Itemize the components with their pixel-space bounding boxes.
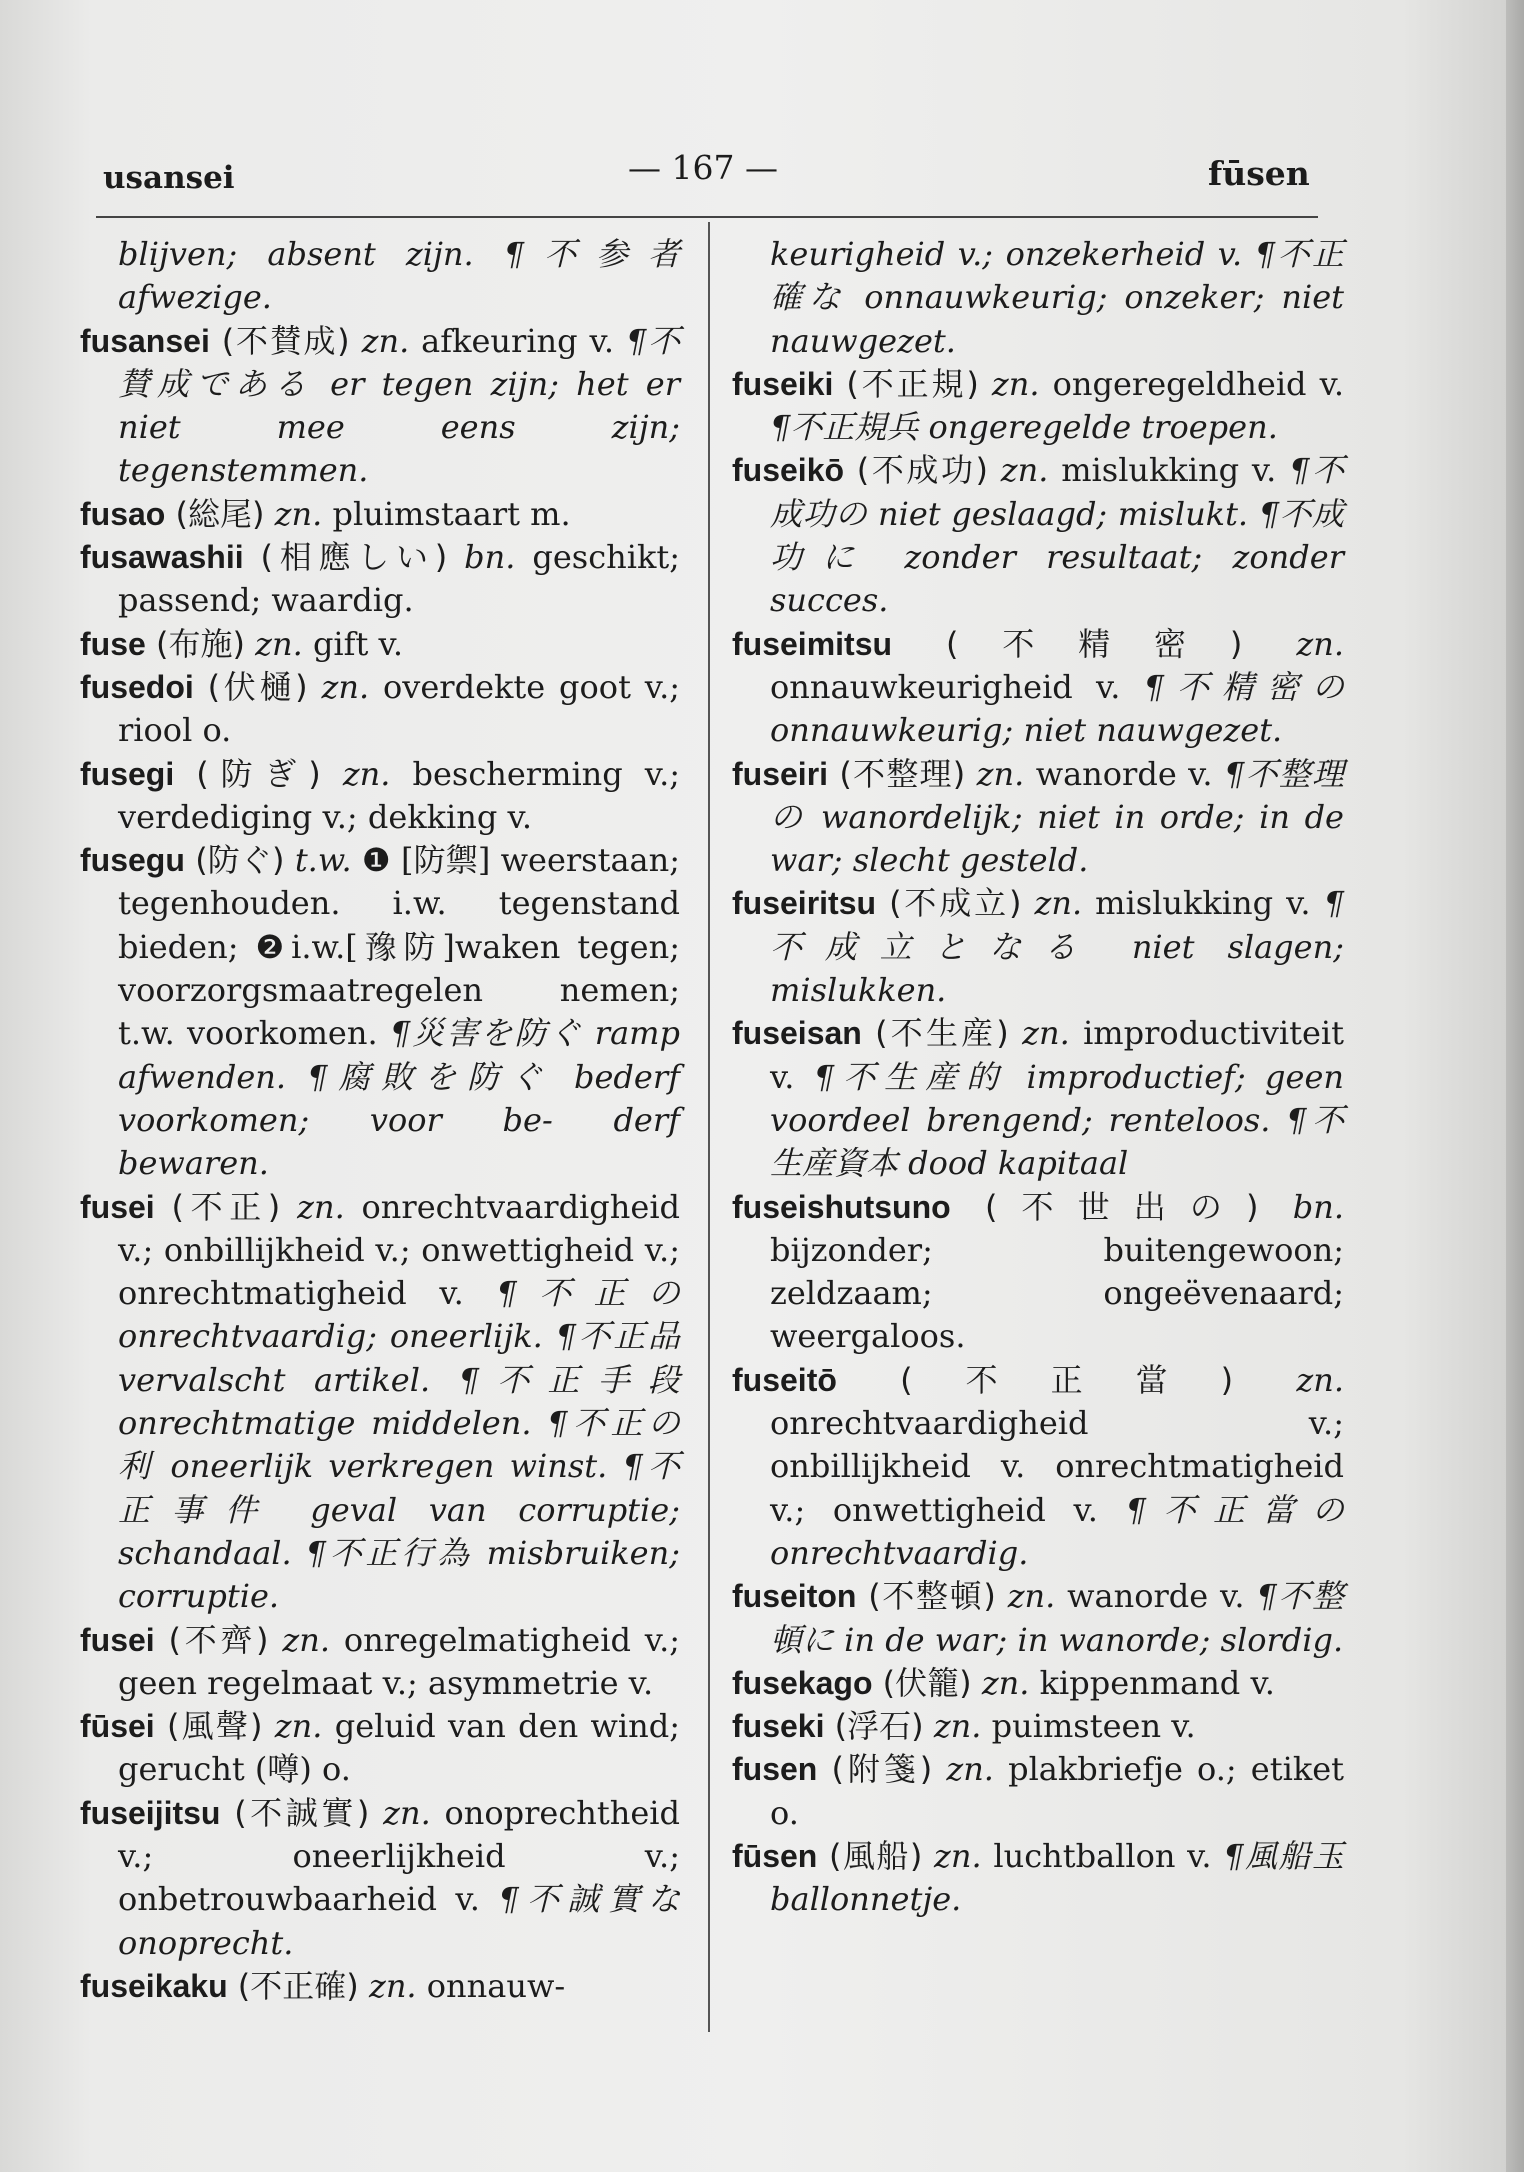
headword: fusansei (80, 322, 210, 359)
definition: ongeregeldheid v. (1052, 364, 1345, 403)
kanji-form: (総尾) (175, 494, 265, 533)
part-of-speech: bn. (1292, 1187, 1344, 1226)
dictionary-entry (80, 320, 680, 493)
header-right-guideword: fūsen (1208, 154, 1310, 193)
example-phrase: ¶不正當の onrechtvaardig. (770, 1490, 1345, 1572)
definition: wanorde v. (1067, 1577, 1245, 1616)
kanji-form: (防ぎ) (196, 754, 321, 793)
kanji-form: (不正當) (900, 1360, 1234, 1399)
example-phrase: ¶不正の onrechtvaardig; oneerlijk. ¶不正品 vervalscht artikel. ¶不正手段 onrechtmatige middelen. ¶不正の利 oneerlijk verkregen winst. ¶不正事件 geval van corruptie; schandaal. ¶不正行為 misbruiken; corruptie. (118, 1274, 681, 1616)
part-of-speech: zn. (981, 1663, 1030, 1702)
left-column (80, 233, 680, 2008)
headword: fuseisan (732, 1015, 862, 1052)
headword: fuseimitsu (732, 625, 893, 662)
part-of-speech: t.w. (294, 841, 352, 880)
entry-continuation: keurigheid v.; onzekerheid v. ¶不正確な onnauwkeurig; onzeker; niet nauwgezet. (770, 235, 1344, 360)
kanji-form: (防ぐ) (195, 841, 285, 880)
dictionary-entry (732, 882, 1344, 1012)
part-of-speech: zn. (1007, 1577, 1056, 1616)
kanji-form: (不成立) (889, 884, 1022, 923)
dictionary-entry (732, 1705, 1344, 1748)
dictionary-entry (80, 1792, 680, 1965)
headword: fuseishutsuno (732, 1188, 951, 1225)
headword: fusekago (732, 1664, 873, 1701)
headword: fuseiki (732, 365, 834, 402)
definition: kippenmand v. (1039, 1663, 1275, 1702)
page-edge (1506, 0, 1524, 2172)
part-of-speech: zn. (946, 1750, 994, 1789)
headword: fuse (80, 625, 146, 662)
dictionary-entry (80, 623, 680, 666)
dictionary-entry (80, 493, 680, 536)
kanji-form: (不整理) (839, 754, 966, 793)
definition: overdekte goot v.; riool o. (118, 667, 681, 750)
kanji-form: (不精密) (946, 624, 1243, 663)
part-of-speech: bn. (464, 538, 516, 577)
dictionary-entry (732, 1359, 1344, 1575)
part-of-speech: zn. (1296, 624, 1345, 663)
kanji-form: (不誠實) (234, 1793, 370, 1832)
dictionary-entry (732, 1835, 1344, 1922)
definition: ❶ [防禦] weerstaan; tegenhouden. i.w. tegenstand bieden; ❷i.w.[豫防]waken tegen; voorzorgsmaatregelen nemen; t.w. voorkomen. (118, 841, 681, 1053)
dictionary-entry (80, 839, 680, 1185)
headword: fusei (80, 1621, 155, 1658)
headword: fuseikaku (80, 1967, 228, 2004)
part-of-speech: zn. (1296, 1360, 1345, 1399)
headword: fuseijitsu (80, 1794, 221, 1831)
dictionary-entry (732, 363, 1344, 450)
dictionary-entry (732, 623, 1344, 753)
headword: fusedoi (80, 668, 194, 705)
kanji-form: (附箋) (831, 1750, 933, 1789)
example-phrase: ¶不精密の onnauwkeurig; niet nauwgezet. (770, 667, 1345, 750)
definition: mislukking v. (1095, 884, 1311, 923)
headword: fusawashii (80, 539, 244, 576)
headword: fusegu (80, 842, 185, 879)
header-rule (96, 216, 1318, 218)
definition: bescherming v.; verdediging v.; dekking v. (118, 754, 681, 836)
headword: fusao (80, 495, 166, 532)
example-phrase: ¶不整理の wanordelijk; niet in orde; in de war; slecht gesteld. (770, 754, 1344, 880)
part-of-speech: zn. (976, 754, 1025, 793)
part-of-speech: zn. (1000, 451, 1049, 490)
headword: fuseiritsu (732, 885, 877, 922)
kanji-form: (不正確) (237, 1966, 359, 2005)
dictionary-entry (732, 1748, 1344, 1835)
definition: onrechtvaardigheid v.; onbillijkheid v.; onwettigheid v.; onrechtmatigheid v. (118, 1187, 681, 1313)
kanji-form: (布施) (155, 624, 245, 663)
part-of-speech: zn. (274, 494, 323, 533)
headword: fusei (80, 1188, 155, 1225)
part-of-speech: zn. (383, 1793, 431, 1832)
part-of-speech: zn. (991, 364, 1040, 403)
dictionary-entry (732, 449, 1344, 622)
example-phrase: ¶災害を防ぐ ramp afwenden. ¶腐敗を防ぐ bederf voorkomen; voor be- derf bewaren. (118, 1014, 681, 1183)
kanji-form: (相應しい) (260, 538, 448, 577)
kanji-form: (不成功) (856, 451, 989, 490)
part-of-speech: zn. (342, 754, 391, 793)
definition: gift v. (312, 624, 403, 663)
kanji-form: (不世出の) (984, 1187, 1259, 1226)
definition: mislukking v. (1061, 451, 1277, 490)
definition: pluimstaart m. (332, 494, 571, 533)
example-phrase: ¶不賛成である er tegen zijn; het er niet mee eens zijn; tegenstemmen. (118, 321, 681, 490)
definition: onregelmatigheid v.; geen regelmaat v.; asymmetrie v. (118, 1620, 681, 1702)
example-phrase: ¶不成功の niet geslaagd; mislukt. ¶不成功に zonder resultaat; zonder succes. (770, 451, 1345, 620)
headword: fuseikō (732, 452, 845, 489)
kanji-form: (不整頓) (868, 1577, 996, 1616)
dictionary-entry (80, 1619, 680, 1706)
part-of-speech: zn. (282, 1620, 331, 1659)
kanji-form: (不賛成) (221, 321, 350, 360)
dictionary-entry (732, 1575, 1344, 1662)
dictionary-entry (732, 1012, 1344, 1185)
definition: wanorde v. (1035, 754, 1213, 793)
kanji-form: (不正) (171, 1187, 281, 1226)
example-phrase: ¶不成立となる niet slagen; mislukken. (770, 884, 1344, 1010)
definition: onnauwkeurigheid v. (770, 667, 1121, 706)
dictionary-entry (732, 1662, 1344, 1705)
headword: fuseki (732, 1708, 825, 1745)
header-left-guideword: usansei (103, 160, 235, 196)
part-of-speech: zn. (297, 1187, 345, 1226)
entry-continuation: blijven; absent zijn. ¶不参者 afwezige. (118, 235, 680, 317)
definition: onoprechtheid v.; oneerlijkheid v.; onbetrouwbaarheid v. (118, 1793, 681, 1919)
part-of-speech: zn. (933, 1707, 982, 1746)
dictionary-entry (80, 1186, 680, 1619)
kanji-form: (浮石) (834, 1707, 924, 1746)
dictionary-entry (80, 1705, 680, 1792)
kanji-form: (風聲) (167, 1707, 263, 1746)
page-number: — 167 — (628, 148, 778, 187)
part-of-speech: zn. (1034, 884, 1083, 923)
headword: fuseiri (732, 755, 829, 792)
kanji-form: (伏樋) (207, 667, 308, 706)
example-phrase: ¶不整頓に in de war; in wanorde; slordig. (770, 1577, 1344, 1659)
part-of-speech: zn. (255, 624, 303, 663)
kanji-form: (風船) (829, 1836, 923, 1875)
part-of-speech: zn. (1022, 1014, 1070, 1053)
headword: fuseitō (732, 1361, 837, 1398)
kanji-form: (不齊) (168, 1620, 269, 1659)
example-phrase: ¶風船玉 ballonnetje. (770, 1836, 1345, 1919)
part-of-speech: zn. (274, 1707, 323, 1746)
part-of-speech: zn. (361, 321, 410, 360)
definition: afkeuring v. (421, 321, 615, 360)
headword: fūsei (80, 1708, 155, 1745)
kanji-form: (伏籠) (882, 1663, 972, 1702)
headword: fuseiton (732, 1578, 857, 1615)
definition: luchtballon v. (993, 1836, 1212, 1875)
headword: fusegi (80, 755, 175, 792)
dictionary-entry (80, 753, 680, 840)
headword: fūsen (732, 1837, 818, 1874)
part-of-speech: zn. (321, 667, 370, 706)
example-phrase: ¶不生産的 improductief; geen voordeel brengend; renteloos. ¶不生産資本 dood kapitaal (770, 1057, 1344, 1183)
example-phrase: ¶不正規兵 ongeregelde troepen. (770, 408, 1278, 447)
definition: puimsteen v. (991, 1707, 1196, 1746)
kanji-form: (不生産) (875, 1014, 1009, 1053)
example-phrase: ¶不誠實な onoprecht. (118, 1880, 681, 1962)
dictionary-entry (80, 1965, 680, 2008)
part-of-speech: zn. (934, 1836, 982, 1875)
dictionary-entry (732, 1186, 1344, 1359)
dictionary-entry (80, 536, 680, 623)
definition: onnauw- (426, 1966, 566, 2005)
definition: geschikt; passend; waardig. (118, 538, 680, 620)
definition: bijzonder; buitengewoon; zeldzaam; ongeëvenaard; weergaloos. (770, 1230, 1344, 1356)
column-divider (708, 222, 710, 2032)
definition: onrechtvaardigheid v.; onbillijkheid v. onrechtmatigheid v.; onwettigheid v. (770, 1404, 1344, 1529)
part-of-speech: zn. (368, 1966, 417, 2005)
definition: geluid van den wind; gerucht (噂) o. (118, 1707, 681, 1789)
headword: fusen (732, 1751, 818, 1788)
dictionary-entry (80, 666, 680, 753)
dictionary-entry (732, 753, 1344, 883)
right-column (732, 233, 1344, 1922)
definition: plakbriefje o.; etiket o. (770, 1750, 1345, 1832)
definition: improductiviteit v. (770, 1014, 1344, 1096)
kanji-form: (不正規) (846, 364, 979, 403)
